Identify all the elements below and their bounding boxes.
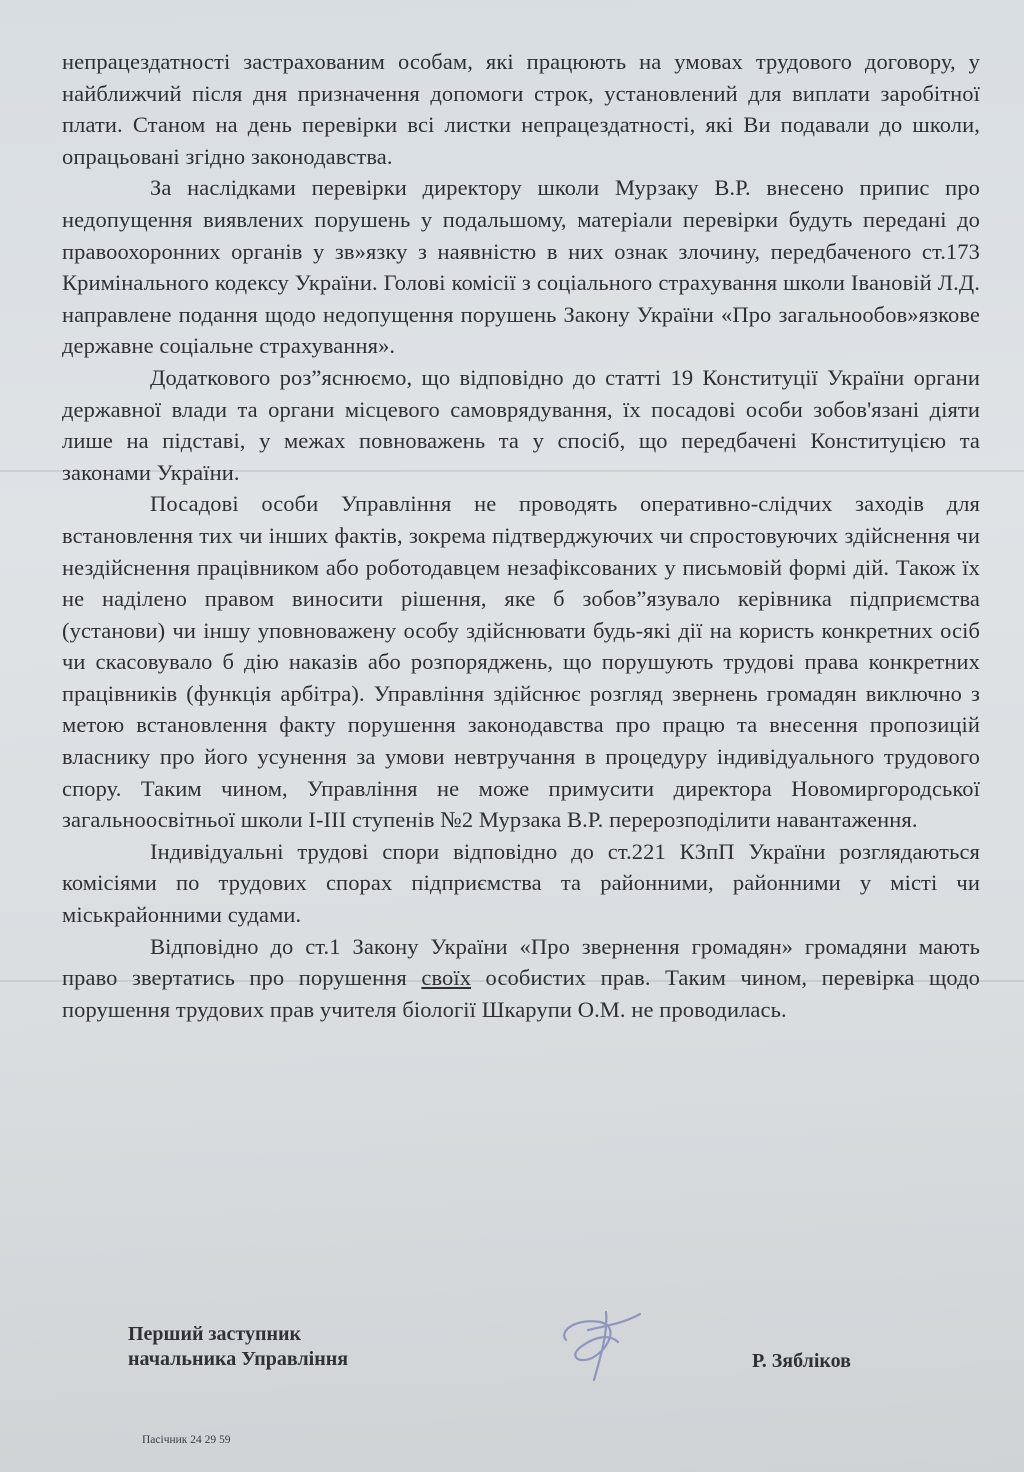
underlined-word: своїх (421, 965, 472, 991)
letter-body (62, 46, 980, 1025)
paragraph-last-part: особистих прав. Таким чином, перевірка щодо порушення трудових прав учителя біології Шкарупи О.М. не проводилась. (62, 965, 980, 1022)
paragraph: Посадові особи Управління не проводять оперативно-слідчих заходів для встановлення тих чи інших фактів, зокрема підтверджуючих чи спростовуючих здійснення чи нездійснення працівником або роботодавцем незафіксованих у письмовій формі дій. Також їх не наділено правом виносити рішення, яке б зобов”язувало керівника підприємства (установи) чи іншу уповноважену особу здійснювати будь-які дії на користь конкретних осіб чи скасовувало б дію наказів або розпоряджень, що порушують трудові права конкретних працівників (функція арбітра). Управління здійснює розгляд звернень громадян виключно з метою встановлення факту порушення законодавства про працю та внесення пропозицій власнику про його усунення за умови невтручання в процедуру індивідуального трудового спору. Таким чином, Управління не може примусити директора Новомиргородської загальноосвітньої школи І-ІІІ ступенів №2 Мурзака В.Р. перерозподілити навантаження. (62, 491, 980, 833)
handwritten-signature (548, 1300, 658, 1390)
paragraph: За наслідками перевірки директору школи Мурзаку В.Р. внесено припис про недопущення виявлених порушень у подальшому, матеріали перевірки будуть передані до правоохоронних органів у зв»язку з наявністю в них ознак злочину, передбаченого ст.173 Кримінального кодексу України. Голові комісії з соціального страхування школи Івановій Л.Д. направлене подання щодо недопущення порушень Закону України «Про загальнообов»язкове державне соціальне страхування». (62, 175, 980, 359)
paragraph: Індивідуальні трудові спори відповідно до ст.221 КЗпП України розглядаються комісіями по трудових спорах підприємства та районними, районними у місті чи міськрайонними судами. (62, 838, 980, 928)
paragraph-last-part: Відповідно до ст.1 Закону України «Про звернення громадян» громадяни мають право звертатись про порушення (62, 933, 980, 991)
paragraph: Додаткового роз”яснюємо, що відповідно до статті 19 Конституції України органи державної влади та органи місцевого самоврядування, їх посадові особи зобов'язані діяти лише на підставі, у межах повноважень та у спосіб, що передбачені Конституцією та законами України. (62, 364, 980, 485)
executor-note: Пасічник 24 29 59 (142, 1434, 231, 1446)
signer-position-line: Перший заступник (128, 1323, 302, 1345)
signer-name: Р. Зябліков (752, 1350, 851, 1372)
paragraph-last (62, 931, 980, 1026)
paragraph: непрацездатності застрахованим особам, які працюють на умовах трудового договору, у найближчий після дня призначення допомоги строк, установлений для виплати заробітної плати. Станом на день перевірки всі листки непрацездатності, які Ви подавали до школи, опрацьовані згідно законодавства. (62, 49, 980, 169)
signer-position-line: начальника Управління (128, 1348, 349, 1370)
signer-position (128, 1322, 348, 1372)
